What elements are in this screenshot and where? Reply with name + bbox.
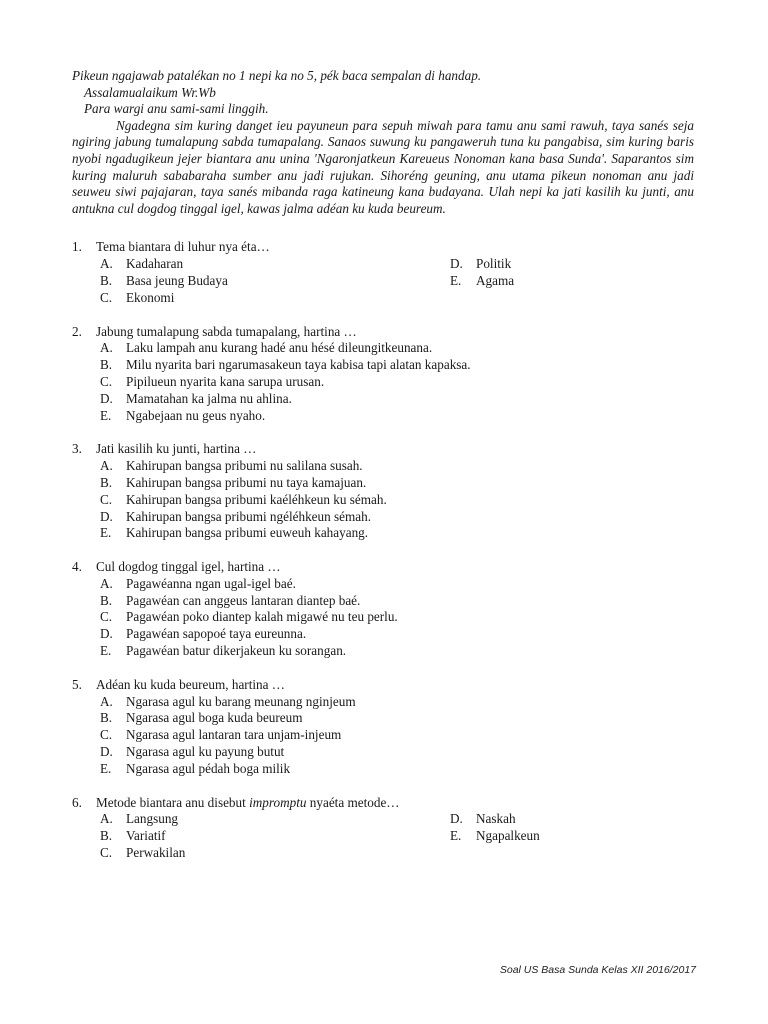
option-e: E. Kahirupan bangsa pribumi euweuh kahayang. — [100, 525, 369, 541]
options-list — [72, 458, 694, 542]
option-a: A. Langsung — [100, 811, 179, 827]
option-b: B. Kahirupan bangsa pribumi nu taya kamajuan. — [100, 474, 367, 490]
question-text: Jabung tumalapung sabda tumapalang, hartina … — [96, 323, 357, 339]
option-c: C. Ekonomi — [100, 289, 175, 305]
option-a: A. Ngarasa agul ku barang meunang nginjeum — [100, 693, 356, 709]
question-text: Jati kasilih ku junti, hartina … — [96, 441, 257, 457]
option-e: E. Ngarasa agul pédah boga milik — [100, 760, 291, 776]
exam-page — [72, 68, 694, 879]
option-d: D. Pagawéan sapopoé taya eureunna. — [100, 626, 307, 642]
passage-paragraph: Ngadegna sim kuring danget ieu payuneun para sepuh miwah para tamu anu sami rawuh, taya sanés seja ngiring jabung tumalapung sabda tumapalang. Sanaos suwung ku pangaweruh tuna ku pangabisa, sim kuring baris nyobi ngadugikeun jejer biantara anu unina 'Ngaronjatkeun Kareueus Nonoman kana basa Sunda'. Saparantos sim kuring maluruh sababaraha sumber anu jadi rujukan. Sihoréng geuning, anu utama pikeun nonoman anu jadi seuweu siwi pajajaran, taya sanés mibanda raga katineung kana budayana. Ulah nepi ka jati kasilih ku junti, anu antukna cul dogdog tinggal igel, kawas jalma adéan ku kuda beureum. — [72, 117, 694, 216]
option-d: D. Mamatahan ka jalma nu ahlina. — [100, 390, 292, 406]
option-c: C. Pagawéan poko diantep kalah migawé nu teu perlu. — [100, 609, 398, 625]
options-list — [72, 694, 694, 778]
page-footer: Soal US Basa Sunda Kelas XII 2016/2017 — [499, 964, 696, 976]
greeting-text: Assalamualaikum Wr.Wb — [84, 84, 216, 100]
option-b: B. Basa jeung Budaya — [100, 272, 228, 288]
question-number: 6. — [72, 794, 82, 810]
question-6 — [72, 795, 694, 862]
italic-term: impromptu — [249, 794, 307, 810]
option-e: E. Ngapalkeun — [450, 828, 540, 844]
option-b: B. Milu nyarita bari ngarumasakeun taya kabisa tapi alatan kapaksa. — [100, 357, 471, 373]
question-2 — [72, 324, 694, 425]
option-c: C. Ngarasa agul lantaran tara unjam-injeum — [100, 727, 342, 743]
options-list — [72, 256, 694, 306]
option-c: C. Pipilueun nyarita kana sarupa urusan. — [100, 373, 325, 389]
question-list — [72, 239, 694, 862]
options-list — [72, 576, 694, 660]
option-d: D. Politik — [450, 256, 512, 272]
instruction-text: Pikeun ngajawab patalékan no 1 nepi ka no 5, pék baca sempalan di handap. — [72, 68, 482, 83]
question-text: Tema biantara di luhur nya éta… — [96, 239, 270, 255]
option-c: C. Kahirupan bangsa pribumi kaéléhkeun ku sémah. — [100, 491, 387, 507]
options-list — [72, 811, 694, 861]
option-e: E. Pagawéan batur dikerjakeun ku sorangan. — [100, 643, 347, 659]
question-number: 4. — [72, 559, 82, 575]
question-number: 5. — [72, 676, 82, 692]
option-a: A. Kadaharan — [100, 256, 184, 272]
question-text: Metode biantara anu disebut impromptu nyaéta metode… — [96, 794, 400, 810]
option-a: A. Pagawéanna ngan ugal-igel baé. — [100, 575, 296, 591]
option-b: B. Pagawéan can anggeus lantaran diantep baé. — [100, 592, 361, 608]
option-b: B. Ngarasa agul boga kuda beureum — [100, 710, 303, 726]
question-3 — [72, 441, 694, 542]
option-c: C. Perwakilan — [100, 845, 186, 861]
question-number: 2. — [72, 323, 82, 339]
option-d: D. Kahirupan bangsa pribumi ngéléhkeun sémah. — [100, 508, 371, 524]
option-e: E. Agama — [450, 272, 515, 288]
question-4 — [72, 559, 694, 660]
options-list — [72, 340, 694, 424]
question-number: 1. — [72, 239, 82, 255]
question-1 — [72, 239, 694, 306]
option-a: A. Laku lampah anu kurang hadé anu hésé dileungitkeunana. — [100, 340, 433, 356]
salutation-text: Para wargi anu sami-sami linggih. — [84, 101, 269, 117]
question-5 — [72, 677, 694, 778]
option-d: D. Ngarasa agul ku payung butut — [100, 744, 285, 760]
option-a: A. Kahirupan bangsa pribumi nu salilana susah. — [100, 458, 363, 474]
question-text: Cul dogdog tinggal igel, hartina … — [96, 559, 281, 575]
question-number: 3. — [72, 441, 82, 457]
option-d: D. Naskah — [450, 811, 516, 827]
option-e: E. Ngabejaan nu geus nyaho. — [100, 407, 266, 423]
question-text: Adéan ku kuda beureum, hartina … — [96, 676, 285, 692]
reading-passage — [72, 68, 694, 217]
option-b: B. Variatif — [100, 828, 166, 844]
